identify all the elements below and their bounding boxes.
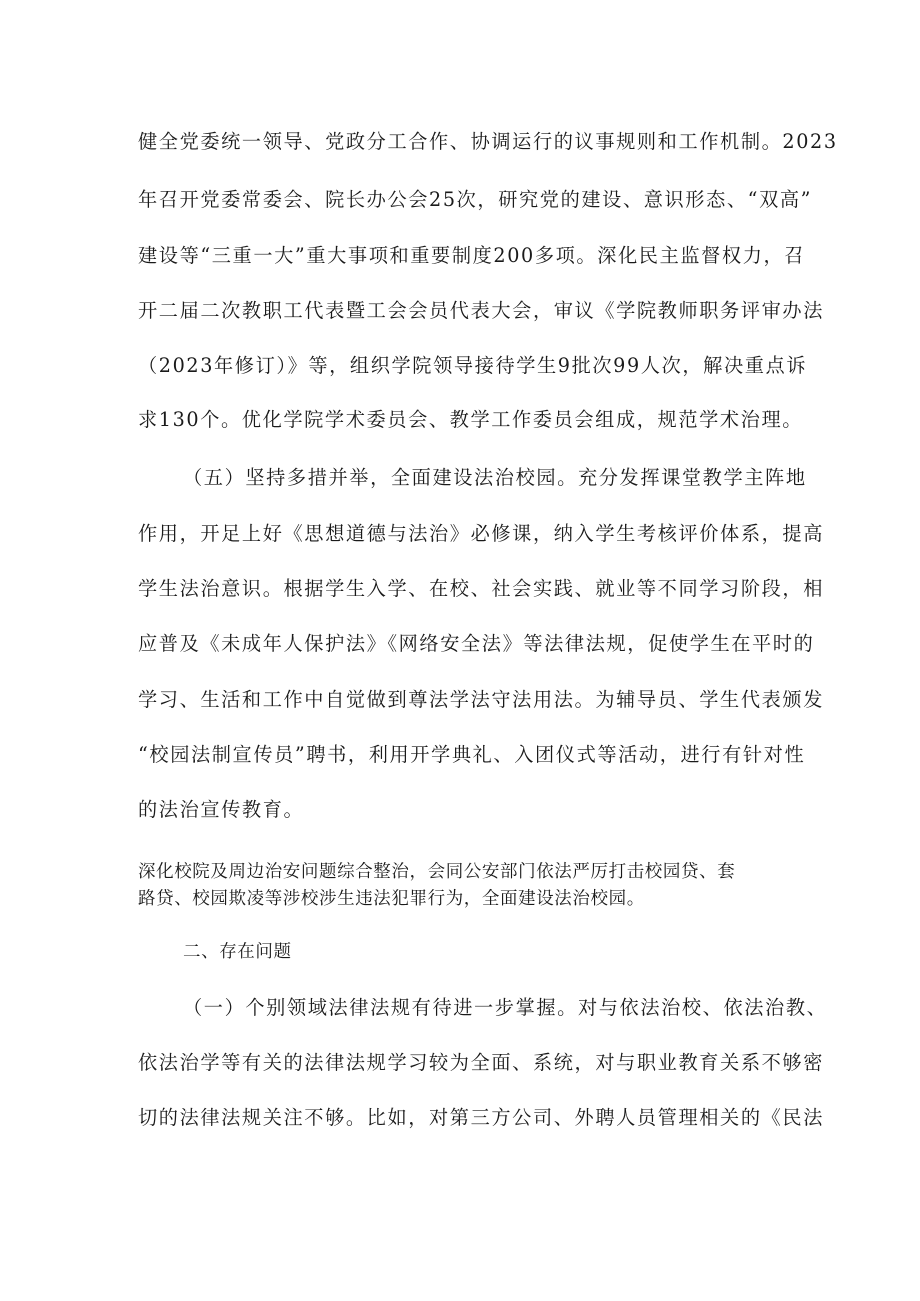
text-line: 的法治宣传教育。 — [138, 798, 305, 821]
text-line: （2023年修订）》等，组织学院领导接待学生9批次99人次，解决重点诉 — [138, 354, 808, 377]
text-line: （一）个别领域法律法规有待进一步掌握。对与依法治校、依法治教、 — [183, 996, 828, 1019]
text-line: 年召开党委常委会、院长办公会25次，研究党的建设、意识形态、“双高” — [138, 188, 813, 211]
text-line: （五）坚持多措并举，全面建设法治校园。充分发挥课堂教学主阵地 — [183, 466, 807, 489]
section-heading: 二、存在问题 — [183, 942, 292, 962]
text-line: 开二届二次教职工代表暨工会会员代表大会，审议《学院教师职务评审办法 — [138, 299, 824, 322]
text-line: 健全党委统一领导、党政分工合作、协调运行的议事规则和工作机制。2023 — [138, 130, 838, 153]
text-line: 学习、生活和工作中自觉做到尊法学法守法用法。为辅导员、学生代表颁发 — [138, 688, 824, 711]
text-line: 深化校院及周边治安问题综合整治，会同公安部门依法严厉打击校园贷、套 — [138, 862, 736, 882]
text-line: “校园法制宣传员”聘书，利用开学典礼、入团仪式等活动，进行有针对性 — [138, 743, 806, 766]
text-line: 切的法律法规关注不够。比如，对第三方公司、外聘人员管理相关的《民法 — [138, 1106, 824, 1129]
text-line: 求130个。优化学院学术委员会、教学工作委员会组成，规范学术治理。 — [138, 408, 804, 431]
text-line: 路贷、校园欺凌等涉校涉生违法犯罪行为，全面建设法治校园。 — [138, 889, 645, 909]
text-line: 学生法治意识。根据学生入学、在校、社会实践、就业等不同学习阶段，相 — [138, 577, 824, 600]
text-line: 作用，开足上好《思想道德与法治》必修课，纳入学生考核评价体系，提高 — [138, 522, 824, 545]
text-line: 应普及《未成年人保护法》《网络安全法》等法律法规，促使学生在平时的 — [138, 632, 815, 655]
text-line: 建设等“三重一大”重大事项和重要制度200多项。深化民主监督权力，召 — [138, 244, 806, 267]
text-line: 依法治学等有关的法律法规学习较为全面、系统，对与职业教育关系不够密 — [138, 1051, 824, 1074]
